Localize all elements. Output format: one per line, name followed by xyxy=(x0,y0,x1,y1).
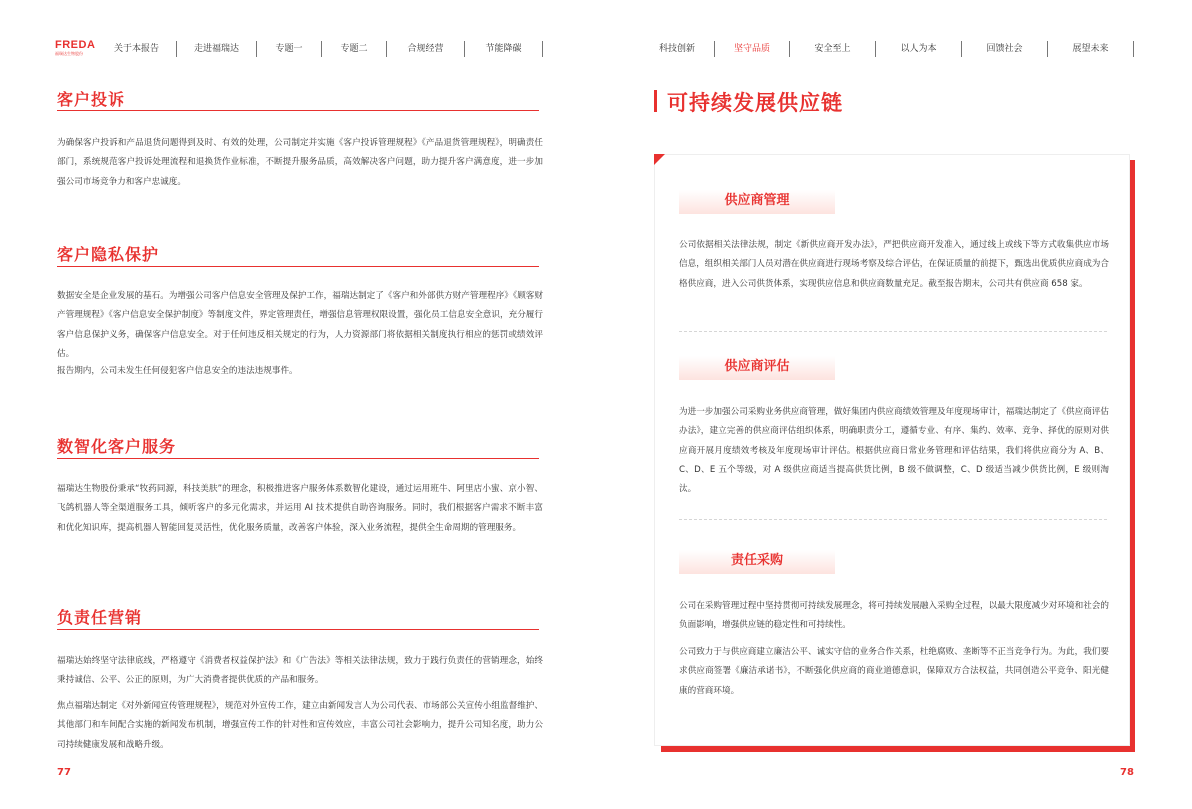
freda-logo[interactable] xyxy=(55,39,96,60)
nav-item-about-report[interactable]: 关于本报告 xyxy=(97,41,177,57)
complaint-paragraph: 为确保客户投诉和产品退货问题得到及时、有效的处理，公司制定并实施《客户投诉管理规程》《产品退货管理规程》，明确责任部门，系统规范客户投诉处理流程和退换货作业标准，不断提升服务品质，高效解决客户问题，助力提升客户满意度，进一步加强公司市场竞争力和客户忠诚度。 xyxy=(57,138,543,187)
subsection-title-responsible-procurement: 责任采购 xyxy=(679,550,835,574)
logo-subtitle: 福瑞达生物股份 xyxy=(55,51,83,56)
nav-item-energy-saving[interactable]: 节能降碳 xyxy=(465,41,543,57)
subsection-title-supplier-management: 供应商管理 xyxy=(679,190,835,214)
subsection-title-supplier-evaluation: 供应商评估 xyxy=(679,356,835,380)
logo-wordmark: FREDA xyxy=(55,39,96,51)
marketing-paragraph: 福瑞达始终坚守法律底线，严格遵守《消费者权益保护法》和《广告法》等相关法律法规，致力于践行负责任的营销理念，始终秉持诚信、公平、公正的原则，为广大消费者提供优质的产品和服务。 xyxy=(57,656,543,686)
digital-service-paragraph: 福瑞达生物股份秉承“牧药同源，科技美肤”的理念，积极推进客户服务体系数智化建设，通过运用班牛、阿里店小蜜、京小智、飞鸽机器人等全渠道服务工具，倾听客户的多元化需求，并运用 AI 技术提供自助咨询服务。同时，我们根据客户需求不断丰富和优化知识库，提高机器人智能回复灵活性，优化服务质量，改善客户体验，深入业务流程，提供全生命周期的管理服务。 xyxy=(57,484,543,533)
section-title-privacy: 客户隐私保护 xyxy=(57,245,160,264)
nav-item-people-oriented[interactable]: 以人为本 xyxy=(876,41,962,57)
section-title-complaint: 客户投诉 xyxy=(57,90,126,109)
nav-item-outlook[interactable]: 展望未来 xyxy=(1048,41,1134,57)
section-divider xyxy=(57,266,539,267)
nav-item-topic-one[interactable]: 专题一 xyxy=(257,41,322,57)
section-divider xyxy=(57,629,539,630)
nav-item-quality-active[interactable]: 坚守品质 xyxy=(715,41,790,57)
section-title-digital-service: 数智化客户服务 xyxy=(57,437,177,456)
supplier-management-paragraph: 公司依据相关法律法规，制定《新供应商开发办法》，严把供应商开发准入，通过线上或线下等方式收集供应市场信息，组织相关部门人员对潜在供应商进行现场考察及综合评估，在保证质量的前提下，甄选出优质供应商成为合格供应商，进入公司供货体系，实现供应信息和供应商数量充足。截至报告期末，公司共有供应商 658 家。 xyxy=(679,240,1109,289)
dashed-divider xyxy=(679,331,1107,332)
page-number-right: 78 xyxy=(1120,767,1134,778)
privacy-paragraph: 数据安全是企业发展的基石。为增强公司客户信息安全管理及保护工作，福瑞达制定了《客户和外部供方财产管理程序》《顾客财产管理规程》《客户信息安全保护制度》等制度文件，界定管理责任，增强信息管理权限设置，强化员工信息安全意识，充分履行客户信息保护义务，确保客户信息安全。对于任何违反相关规定的行为，人力资源部门将依据相关制度执行相应的惩罚或绩效评估。 xyxy=(57,291,543,359)
dashed-divider xyxy=(679,519,1107,520)
responsible-procurement-paragraph-2: 公司致力于与供应商建立廉洁公平、诚实守信的业务合作关系，杜绝腐败、垄断等不正当竞争行为。为此，我们要求供应商签署《廉洁承诺书》，不断强化供应商的商业道德意识，保障双方合法权益，共同创造公平竞争、阳光健康的营商环境。 xyxy=(679,647,1109,696)
section-divider xyxy=(57,458,539,459)
responsible-procurement-paragraph: 公司在采购管理过程中坚持贯彻可持续发展理念，将可持续发展融入采购全过程，以最大限度减少对环境和社会的负面影响，增强供应链的稳定性和可持续性。 xyxy=(679,601,1109,631)
nav-item-compliance[interactable]: 合规经营 xyxy=(387,41,465,57)
section-title-marketing: 负责任营销 xyxy=(57,608,143,627)
nav-item-about-freda[interactable]: 走进福瑞达 xyxy=(177,41,257,57)
section-divider xyxy=(57,110,539,111)
nav-item-tech-innovation[interactable]: 科技创新 xyxy=(640,41,715,57)
supplier-evaluation-paragraph: 为进一步加强公司采购业务供应商管理，做好集团内供应商绩效管理及年度现场审计，福瑞达制定了《供应商评估办法》，建立完善的供应商评估组织体系，明确职责分工，遵循专业、有序、集约、效率、竞争、择优的原则对供应商开展月度绩效考核及年度现场审计评估。根据供应商日常业务管理和评估结果，我们将供应商分为 A、B、C、D、E 五个等级，对 A 级供应商适当提高供货比例，B 级不做调整，C、D 级适当减少供货比例，E 级则淘汰。 xyxy=(679,407,1109,495)
page-title-supply-chain: 可持续发展供应链 xyxy=(654,87,843,117)
nav-item-topic-two[interactable]: 专题二 xyxy=(322,41,387,57)
page-number-left: 77 xyxy=(57,767,71,778)
nav-item-give-back[interactable]: 回馈社会 xyxy=(962,41,1048,57)
nav-item-safety-first[interactable]: 安全至上 xyxy=(790,41,876,57)
nav-right xyxy=(640,41,1140,57)
marketing-paragraph-2: 焦点福瑞达制定《对外新闻宣传管理规程》，规范对外宣传工作，建立由新闻发言人为公司代表、市场部公关宣传小组监督维护、其他部门和车间配合实施的新闻发布机制，增强宣传工作的针对性和宣传效应，丰富公司社会影响力，提升公司知名度，助力公司持续健康发展和战略升级。 xyxy=(57,701,543,750)
privacy-paragraph-2: 报告期内，公司未发生任何侵犯客户信息安全的违法违规事件。 xyxy=(57,366,298,376)
card-corner-decoration xyxy=(654,154,665,165)
nav-left xyxy=(97,41,547,57)
